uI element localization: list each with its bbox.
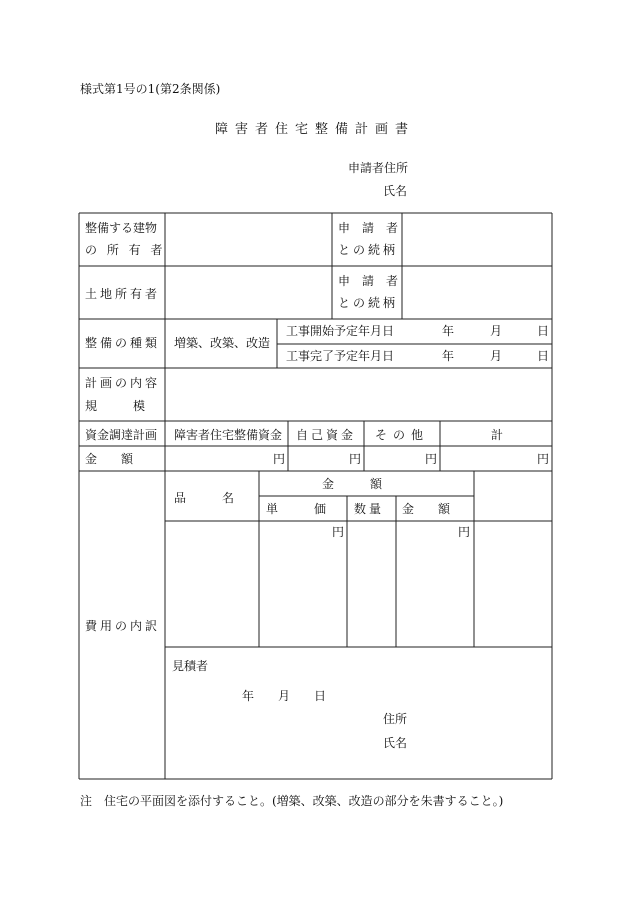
yen-unit-1: 円	[273, 452, 286, 466]
amount-group-header: 金 額	[322, 477, 383, 491]
end-year: 年	[442, 349, 455, 363]
end-date-label: 工事完了予定年月日	[286, 349, 395, 363]
unit-price-header: 単 価	[266, 502, 327, 516]
relation-field-2[interactable]	[406, 280, 546, 310]
plan-content-field[interactable]	[170, 372, 546, 416]
yen-unit-4: 円	[537, 452, 550, 466]
work-type-label: 整備の種類	[85, 336, 161, 350]
start-day: 日	[537, 324, 550, 338]
scale-label: 規 模	[85, 399, 146, 413]
start-date-label: 工事開始予定年月日	[286, 324, 395, 338]
estimator-address-label: 住所	[383, 712, 408, 726]
estimator-name-label: 氏名	[383, 736, 408, 750]
amount-col-yen: 円	[458, 525, 471, 539]
end-day: 日	[537, 349, 550, 363]
owner-building-label-2: の 所 有 者	[85, 243, 166, 257]
cost-breakdown-label: 費用の内訳	[85, 619, 161, 633]
amount-col-header: 金 額	[402, 502, 451, 516]
estimate-day: 日	[314, 689, 327, 703]
relation-label-1a: 申 請 者	[338, 221, 399, 235]
applicant-name-label: 氏名	[383, 184, 408, 198]
funding-col-2: 自己資金	[296, 428, 357, 442]
funding-col-4: 計	[491, 428, 504, 442]
land-owner-field[interactable]	[170, 280, 330, 310]
amount-label: 金 額	[85, 452, 134, 466]
page-title: 障害者住宅整備計画書	[214, 122, 415, 137]
estimate-month: 月	[278, 689, 291, 703]
funding-col-1: 障害者住宅整備資金	[174, 428, 283, 442]
relation-label-1b: との続柄	[338, 243, 399, 257]
owner-building-field[interactable]	[170, 230, 330, 260]
form-number: 様式第1号の1(第2条関係)	[80, 82, 221, 96]
relation-field-1[interactable]	[406, 230, 546, 260]
applicant-address-label: 申請者住所	[348, 161, 409, 175]
yen-unit-3: 円	[425, 452, 438, 466]
plan-content-label: 計画の内容	[85, 376, 161, 390]
footnote: 注 住宅の平面図を添付すること。(増築、改築、改造の部分を朱書すること。)	[80, 794, 504, 808]
start-year: 年	[442, 324, 455, 338]
start-month: 月	[490, 324, 503, 338]
end-month: 月	[490, 349, 503, 363]
relation-label-2b: との続柄	[338, 296, 399, 310]
owner-building-label-1: 整備する建物	[85, 221, 158, 235]
item-name-header: 品 名	[174, 491, 235, 505]
unit-price-yen: 円	[332, 525, 345, 539]
funding-col-3: その他	[375, 428, 430, 442]
relation-label-2a: 申 請 者	[338, 274, 399, 288]
quantity-header: 数量	[354, 502, 385, 516]
funding-label: 資金調達計画	[85, 428, 158, 442]
work-type-value: 増築、改築、改造	[174, 336, 271, 350]
estimator-label: 見積者	[172, 659, 209, 673]
estimate-year: 年	[242, 689, 255, 703]
yen-unit-2: 円	[349, 452, 362, 466]
land-owner-label: 土地所有者	[85, 287, 161, 301]
